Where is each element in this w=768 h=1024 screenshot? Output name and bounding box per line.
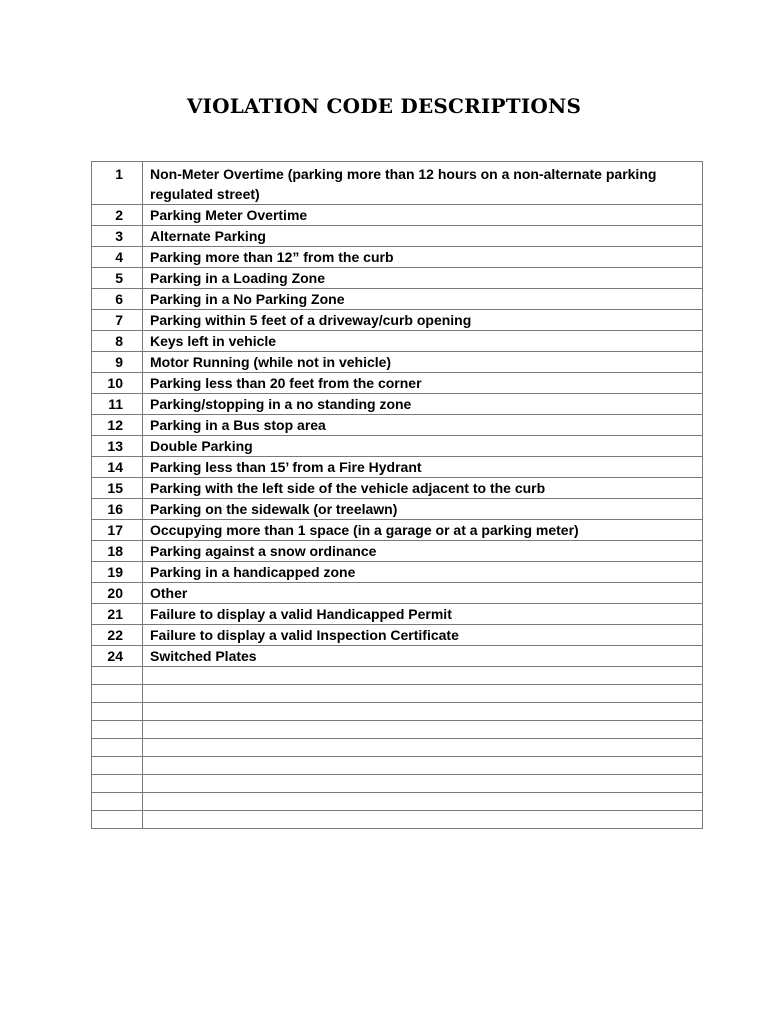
empty-description-cell xyxy=(143,685,703,703)
violation-description: Parking in a No Parking Zone xyxy=(143,289,703,310)
violation-code-table xyxy=(91,161,703,829)
empty-description-cell xyxy=(143,721,703,739)
violation-description: Parking less than 20 feet from the corner xyxy=(143,373,703,394)
violation-code-table-body xyxy=(92,162,703,829)
empty-table-row xyxy=(92,685,703,703)
violation-code: 15 xyxy=(92,478,143,499)
violation-code: 21 xyxy=(92,604,143,625)
table-row xyxy=(92,205,703,226)
table-row xyxy=(92,457,703,478)
violation-code: 20 xyxy=(92,583,143,604)
empty-description-cell xyxy=(143,739,703,757)
empty-table-row xyxy=(92,757,703,775)
empty-table-row xyxy=(92,775,703,793)
violation-code: 17 xyxy=(92,520,143,541)
violation-description: Parking in a Loading Zone xyxy=(143,268,703,289)
violation-code: 3 xyxy=(92,226,143,247)
empty-code-cell xyxy=(92,811,143,829)
violation-code: 19 xyxy=(92,562,143,583)
empty-table-row xyxy=(92,667,703,685)
violation-description: Occupying more than 1 space (in a garage or at a parking meter) xyxy=(143,520,703,541)
table-row xyxy=(92,625,703,646)
empty-code-cell xyxy=(92,793,143,811)
violation-code: 24 xyxy=(92,646,143,667)
empty-table-row xyxy=(92,721,703,739)
violation-code: 13 xyxy=(92,436,143,457)
empty-code-cell xyxy=(92,775,143,793)
empty-code-cell xyxy=(92,667,143,685)
table-row xyxy=(92,436,703,457)
violation-description: Other xyxy=(143,583,703,604)
violation-description: Failure to display a valid Inspection Certificate xyxy=(143,625,703,646)
empty-description-cell xyxy=(143,667,703,685)
empty-code-cell xyxy=(92,703,143,721)
table-row xyxy=(92,478,703,499)
table-row xyxy=(92,562,703,583)
violation-description: Parking less than 15’ from a Fire Hydrant xyxy=(143,457,703,478)
table-row xyxy=(92,247,703,268)
empty-table-row xyxy=(92,703,703,721)
table-row xyxy=(92,646,703,667)
empty-table-row xyxy=(92,811,703,829)
empty-table-row xyxy=(92,793,703,811)
table-row xyxy=(92,162,703,205)
empty-description-cell xyxy=(143,793,703,811)
violation-description: Alternate Parking xyxy=(143,226,703,247)
violation-description: Double Parking xyxy=(143,436,703,457)
violation-code: 6 xyxy=(92,289,143,310)
table-row xyxy=(92,604,703,625)
violation-description: Motor Running (while not in vehicle) xyxy=(143,352,703,373)
violation-code: 5 xyxy=(92,268,143,289)
violation-description: Failure to display a valid Handicapped Permit xyxy=(143,604,703,625)
violation-description: Parking Meter Overtime xyxy=(143,205,703,226)
violation-code: 7 xyxy=(92,310,143,331)
violation-code: 16 xyxy=(92,499,143,520)
violation-description: Parking with the left side of the vehicle adjacent to the curb xyxy=(143,478,703,499)
document-title: VIOLATION CODE DESCRIPTIONS xyxy=(186,94,582,118)
table-row xyxy=(92,352,703,373)
violation-code: 4 xyxy=(92,247,143,268)
empty-description-cell xyxy=(143,757,703,775)
violation-description: Keys left in vehicle xyxy=(143,331,703,352)
violation-description: Parking within 5 feet of a driveway/curb opening xyxy=(143,310,703,331)
violation-code: 10 xyxy=(92,373,143,394)
violation-code: 2 xyxy=(92,205,143,226)
empty-table-row xyxy=(92,739,703,757)
table-row xyxy=(92,415,703,436)
table-row xyxy=(92,499,703,520)
empty-code-cell xyxy=(92,721,143,739)
violation-description: Switched Plates xyxy=(143,646,703,667)
violation-description: Parking against a snow ordinance xyxy=(143,541,703,562)
table-row xyxy=(92,310,703,331)
table-row xyxy=(92,331,703,352)
table-row xyxy=(92,583,703,604)
empty-description-cell xyxy=(143,811,703,829)
table-row xyxy=(92,226,703,247)
empty-description-cell xyxy=(143,775,703,793)
table-row xyxy=(92,289,703,310)
table-row xyxy=(92,520,703,541)
table-row xyxy=(92,394,703,415)
empty-code-cell xyxy=(92,685,143,703)
violation-code: 11 xyxy=(92,394,143,415)
empty-code-cell xyxy=(92,739,143,757)
empty-description-cell xyxy=(143,703,703,721)
table-row xyxy=(92,541,703,562)
violation-code: 8 xyxy=(92,331,143,352)
violation-description: Parking on the sidewalk (or treelawn) xyxy=(143,499,703,520)
table-row xyxy=(92,373,703,394)
violation-code: 22 xyxy=(92,625,143,646)
violation-code: 1 xyxy=(92,162,143,205)
violation-description: Parking in a handicapped zone xyxy=(143,562,703,583)
violation-description: Parking in a Bus stop area xyxy=(143,415,703,436)
violation-code: 9 xyxy=(92,352,143,373)
violation-description: Non-Meter Overtime (parking more than 12 hours on a non-alternate parking regulated street) xyxy=(143,162,703,205)
violation-description: Parking/stopping in a no standing zone xyxy=(143,394,703,415)
violation-code: 14 xyxy=(92,457,143,478)
violation-code: 12 xyxy=(92,415,143,436)
empty-code-cell xyxy=(92,757,143,775)
violation-code: 18 xyxy=(92,541,143,562)
table-row xyxy=(92,268,703,289)
violation-description: Parking more than 12” from the curb xyxy=(143,247,703,268)
